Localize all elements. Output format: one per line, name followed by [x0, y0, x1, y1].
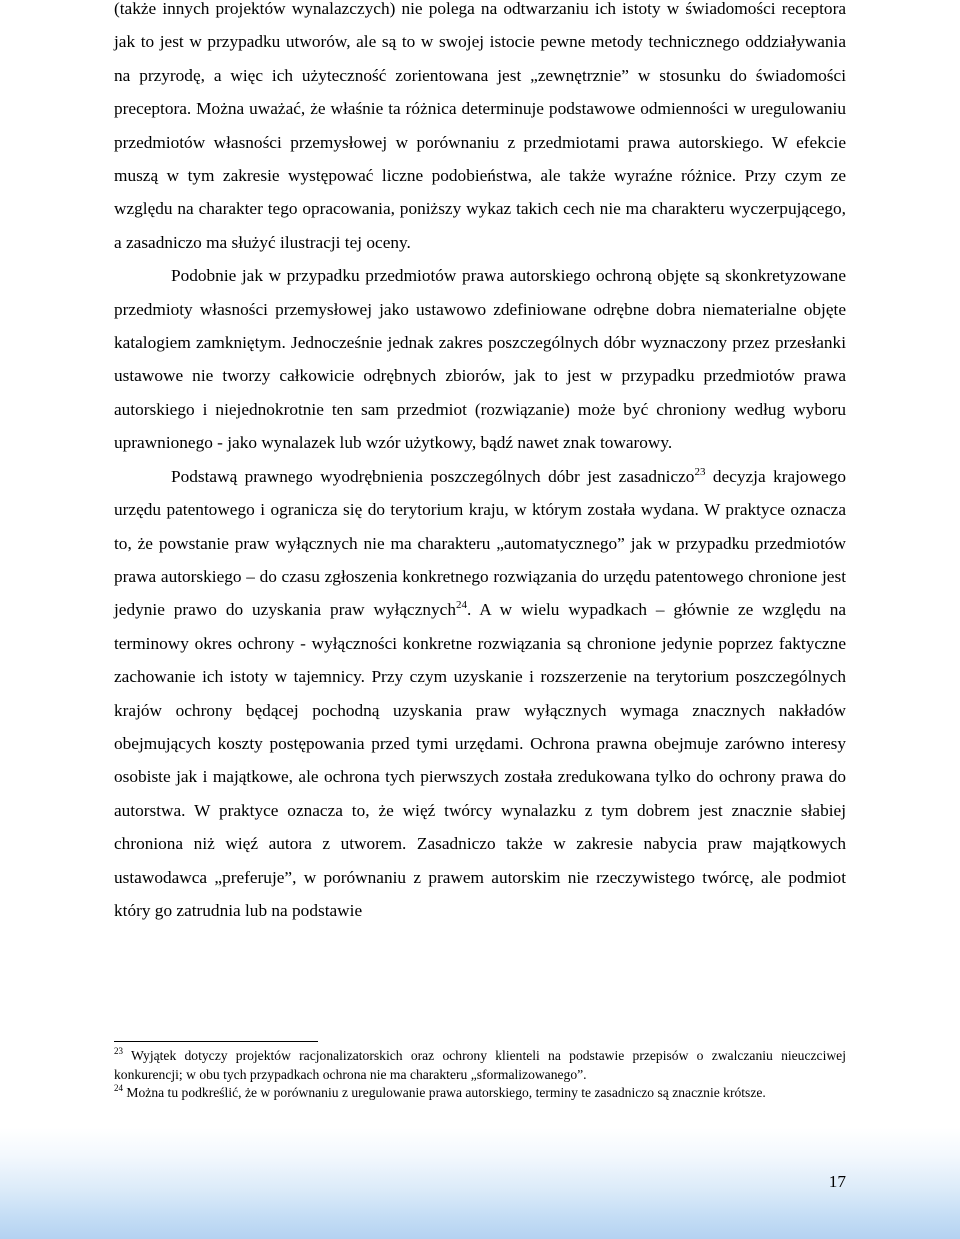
footnote-number: 23 [114, 1046, 123, 1056]
paragraph-3 [114, 460, 846, 928]
footer-band [0, 1128, 960, 1239]
footnote-ref-23[interactable]: 23 [694, 465, 706, 478]
footnote-ref-24[interactable]: 24 [455, 599, 467, 612]
paragraph-3-part-c: . A w wielu wypadkach – głównie ze względu na terminowy okres ochrony - wyłączności konkretne rozwiązania są chronione jedynie poprzez faktyczne zachowanie ich istoty w tajemnicy. Przy czym uzyskanie i rozszerzenie na terytorium poszczególnych krajów ochrony będącej pochodną uzyskania praw wyłącznych wymaga znacznych nakładów obejmujących koszty postępowania przed tymi urzędami. Ochrona prawna obejmuje zarówno interesy osobiste jak i majątkowe, ale ochrona tych pierwszych została zredukowana tylko do ochrony prawa do autorstwa. W praktyce oznacza to, że więź twórcy wynalazku z tym dobrem jest znacznie słabiej chroniona niż więź autora z utworem. Zasadniczo także w zakresie nabycia praw majątkowych ustawodawca „preferuje”, w porównaniu z prawem autorskim nie rzeczywistego twórcę, ale podmiot który go zatrudnia lub na podstawie [114, 600, 846, 920]
footnote-number: 24 [114, 1083, 123, 1093]
footnote-text: Można tu podkreślić, że w porównaniu z uregulowanie prawa autorskiego, terminy te zasadniczo są znacznie krótsze. [123, 1085, 766, 1100]
paragraph-2: Podobnie jak w przypadku przedmiotów prawa autorskiego ochroną objęte są skonkretyzowane przedmioty własności przemysłowej jako ustawowo zdefiniowane odrębne dobra niematerialne objęte katalogiem zamkniętym. Jednocześnie jednak zakres poszczególnych dóbr wyznaczony przez przesłanki ustawowe nie tworzy całkowicie odrębnych zbiorów, jak to jest w przypadku przedmiotów prawa autorskiego i niejednokrotnie ten sam przedmiot (rozwiązanie) może być chroniony według wyboru uprawnionego - jako wynalazek lub wzór użytkowy, bądź nawet znak towarowy. [114, 266, 846, 453]
page-body [114, 0, 846, 927]
paragraph-3-part-a: Podstawą prawnego wyodrębnienia poszczególnych dóbr jest zasadniczo [171, 466, 695, 486]
paragraph-1: (także innych projektów wynalazczych) nie polega na odtwarzaniu ich istoty w świadomości receptora jak to jest w przypadku utworów, ale są to w swojej istocie pewne metody technicznego oddziaływania na przyrodę, a więc ich użyteczność zorientowana jest „zewnętrznie” w stosunku do świadomości preceptora. Można uważać, że właśnie ta różnica determinuje podstawowe odmienności w uregulowaniu przedmiotów własności przemysłowej w porównaniu z przedmiotami prawa autorskiego. W efekcie muszą w tym zakresie występować liczne podobieństwa, ale także wyraźne różnice. Przy czym ze względu na charakter tego opracowania, poniższy wykaz takich cech nie ma charakteru wyczerpującego, a zasadniczo ma służyć ilustracji tej oceny. [114, 0, 846, 252]
footnote-separator [114, 1041, 318, 1042]
paragraph-3-part-b: decyzja krajowego urzędu patentowego i ogranicza się do terytorium kraju, w którym została wydana. W praktyce oznacza to, że powstanie praw wyłącznych nie ma charakteru „automatycznego” jak w przypadku przedmiotów prawa autorskiego – do czasu zgłoszenia konkretnego rozwiązania do urzędu patentowego chronione jest jedynie prawo do uzyskania praw wyłącznych [114, 466, 847, 620]
page-number: 17 [828, 1172, 846, 1191]
footnote-text: Wyjątek dotyczy projektów racjonalizatorskich oraz ochrony klienteli na podstawie przepisów o zwalczaniu nieuczciwej konkurencji; w obu tych przypadkach ochrona nie ma charakteru „sformalizowanego”. [114, 1048, 846, 1082]
footnote-24 [114, 1084, 846, 1103]
footnote-23 [114, 1047, 846, 1084]
footnotes [114, 1047, 846, 1103]
